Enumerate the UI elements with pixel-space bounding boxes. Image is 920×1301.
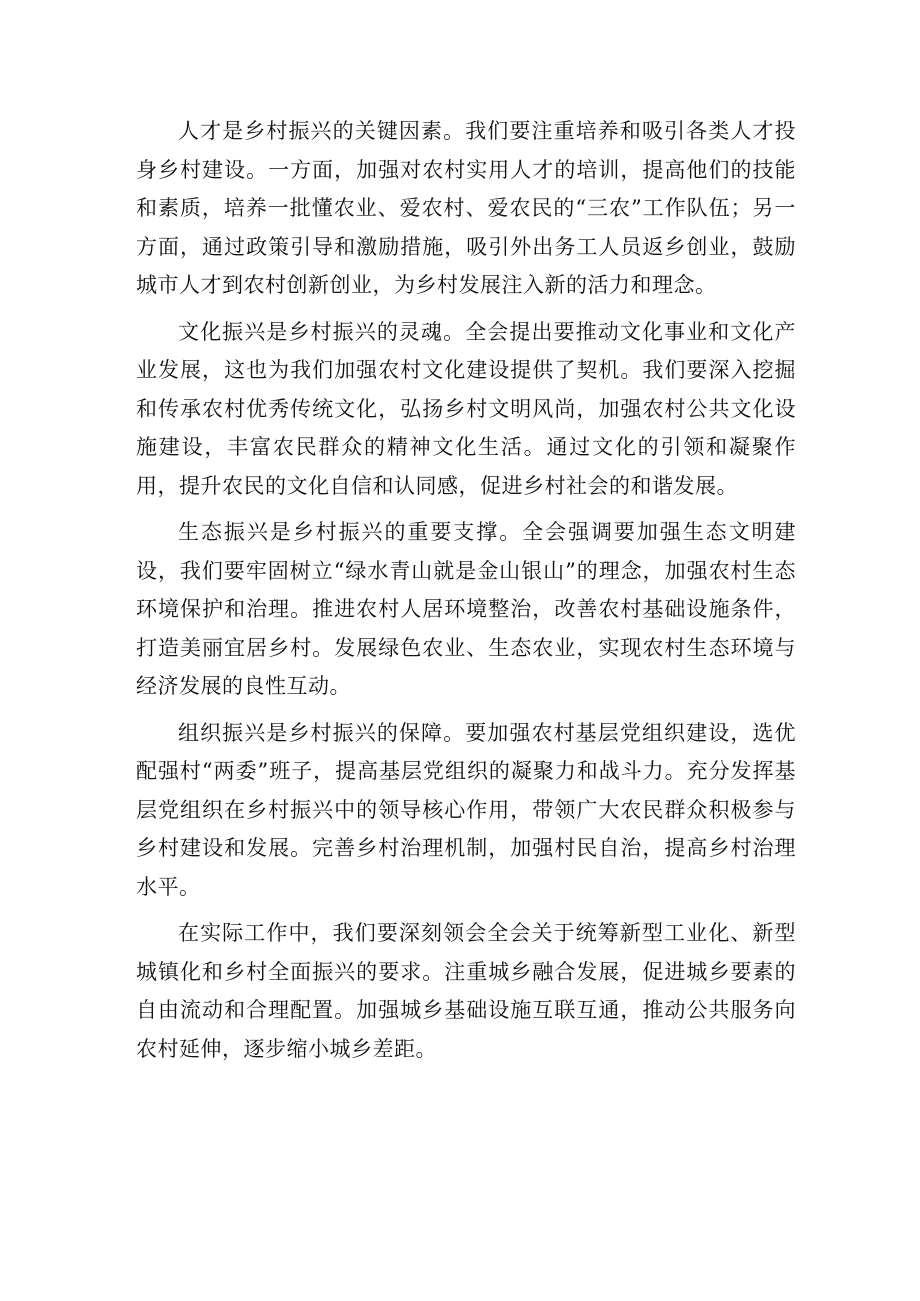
- paragraph-culture: 文化振兴是乡村振兴的灵魂。全会提出要推动文化事业和文化产业发展，这也为我们加强农村文化建设提供了契机。我们要深入挖掘和传承农村优秀传统文化，弘扬乡村文明风尚，加强农村公共文化设施建设，丰富农民群众的精神文化生活。通过文化的引领和凝聚作用，提升农民的文化自信和认同感，促进乡村社会的和谐发展。: [136, 319, 796, 498]
- paragraph-ecology: 生态振兴是乡村振兴的重要支撑。全会强调要加强生态文明建设，我们要牢固树立“绿水青山就是金山银山”的理念，加强农村生态环境保护和治理。推进农村人居环境整治，改善农村基础设施条件，打造美丽宜居乡村。发展绿色农业、生态农业，实现农村生态环境与经济发展的良性互动。: [136, 520, 796, 698]
- paragraph-organization: 组织振兴是乡村振兴的保障。要加强农村基层党组织建设，选优配强村“两委”班子，提高基层党组织的凝聚力和战斗力。充分发挥基层党组织在乡村振兴中的领导核心作用，带领广大农民群众积极参与乡村建设和发展。完善乡村治理机制，加强村民自治，提高乡村治理水平。: [136, 720, 796, 899]
- paragraph-talent: 人才是乡村振兴的关键因素。我们要注重培养和吸引各类人才投身乡村建设。一方面，加强对农村实用人才的培训，提高他们的技能和素质，培养一批懂农业、爱农村、爱农民的“三农”工作队伍；另一方面，通过政策引导和激励措施，吸引外出务工人员返乡创业，鼓励城市人才到农村创新创业，为乡村发展注入新的活力和理念。: [136, 119, 796, 297]
- document-body: [136, 112, 796, 1076]
- paragraph-practice: 在实际工作中，我们要深刻领会全会关于统筹新型工业化、新型城镇化和乡村全面振兴的要求。注重城乡融合发展，促进城乡要素的自由流动和合理配置。加强城乡基础设施互联互通，推动公共服务向农村延伸，逐步缩小城乡差距。: [136, 921, 796, 1061]
